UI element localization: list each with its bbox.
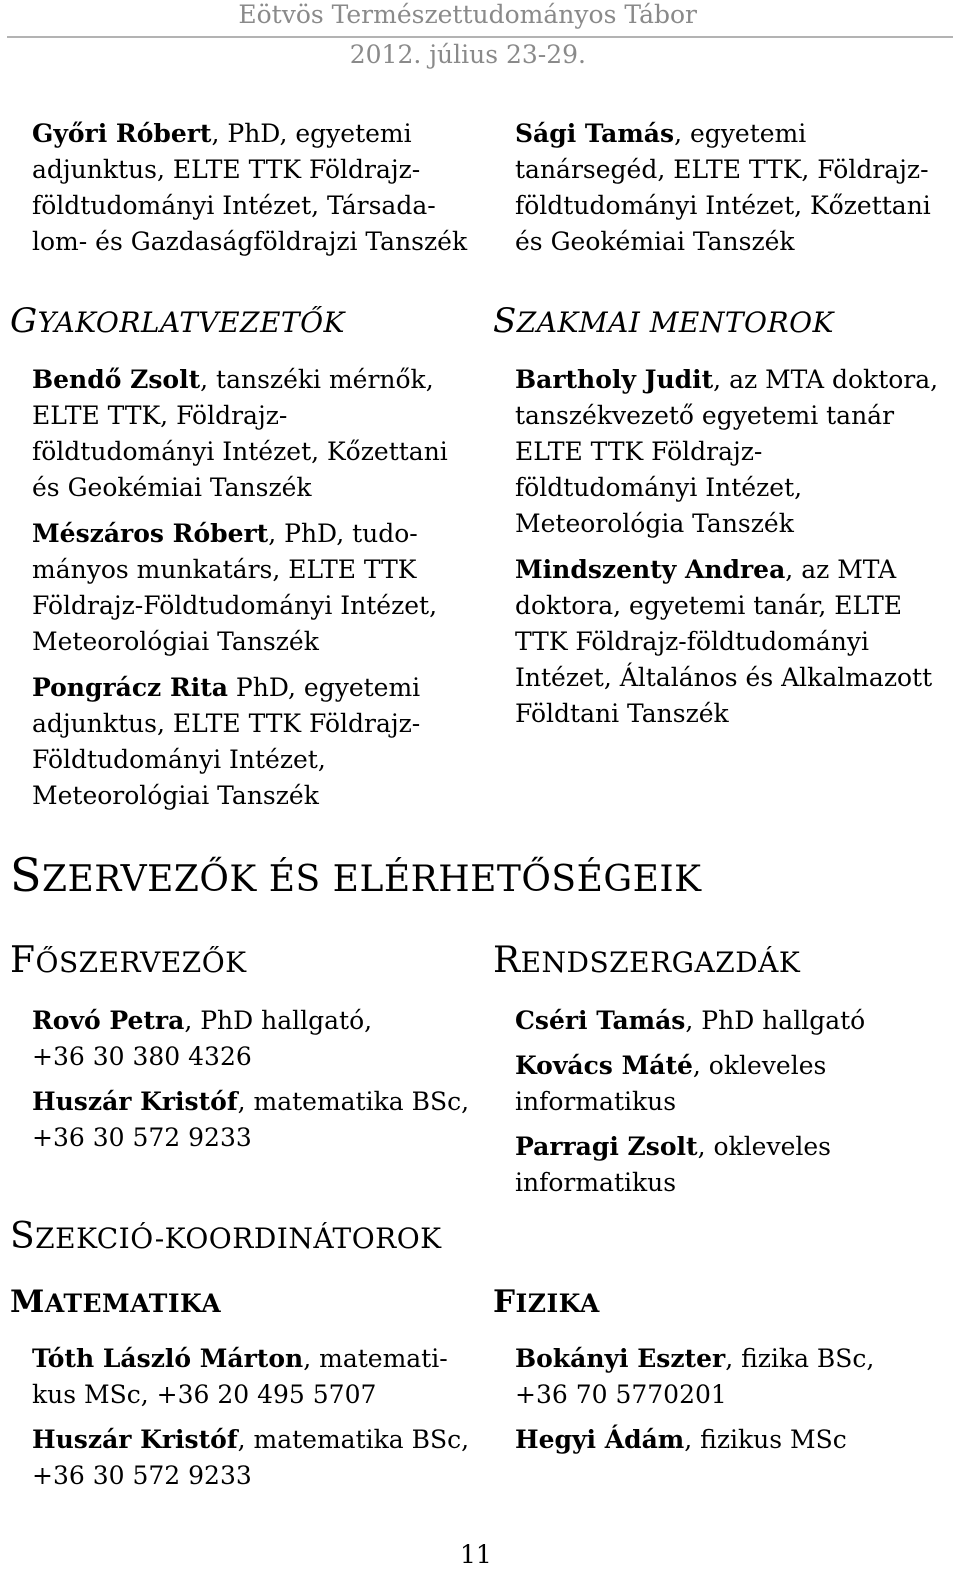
entry-rovo-petra: Rovó Petra, PhD hallgató, +36 30 380 4326 <box>32 1006 373 1071</box>
entry-cseri-tamas: Cséri Tamás, PhD hallgató <box>515 1006 866 1035</box>
heading-szekcio-koordinatorok: SZEKCIÓ-KOORDINÁTOROK <box>10 1216 442 1257</box>
person-name: Kovács Máté <box>515 1051 693 1080</box>
person-name: Bokányi Eszter <box>515 1344 726 1373</box>
entry-parragi-zsolt: Parragi Zsolt, okleveles informatikus <box>515 1132 832 1197</box>
entry-pongracz-rita: Pongrácz Rita PhD, egyetemi adjunktus, ELTE TTK Földrajz- Földtudományi Intézet, Meteorológiai Tanszék <box>32 673 421 810</box>
heading-matematika: MATEMATIKA <box>10 1284 222 1320</box>
entry-hegyi-adam: Hegyi Ádám, fizikus MSc <box>515 1425 847 1454</box>
entry-kovacs-mate: Kovács Máté, okleveles informatikus <box>515 1051 827 1116</box>
heading-fizika: FIZIKA <box>493 1284 600 1320</box>
entry-huszar-kristof-2: Huszár Kristóf, matematika BSc, +36 30 572 9233 <box>32 1425 470 1490</box>
entry-mindszenty-andrea: Mindszenty Andrea, az MTA doktora, egyetemi tanár, ELTE TTK Földrajz-földtudományi Intézet, Általános és Alkalmazott Földtani Tanszék <box>515 555 933 728</box>
entry-gyori-robert: Győri Róbert, PhD, egyetemi adjunktus, ELTE TTK Földrajz- földtudományi Intézet, Társada- lom- és Gazdaságföldrajzi Tanszék <box>32 119 468 256</box>
running-header-date: 2012. július 23-29. <box>349 40 586 69</box>
person-name: Rovó Petra <box>32 1006 185 1035</box>
entry-bokanyi-eszter: Bokányi Eszter, fizika BSc, +36 70 5770201 <box>515 1344 875 1409</box>
person-name: Mindszenty Andrea <box>515 555 786 584</box>
entry-meszaros-robert: Mészáros Róbert, PhD, tudo- mányos munkatárs, ELTE TTK Földrajz-Földtudományi Intézet, Meteorológiai Tanszék <box>32 519 438 656</box>
entry-sagi-tamas: Sági Tamás, egyetemi tanársegéd, ELTE TTK, Földrajz- földtudományi Intézet, Kőzettani és Geokémiai Tanszék <box>515 119 931 256</box>
heading-foszervezok: FŐSZERVEZŐK <box>10 940 247 981</box>
section-heading-szervezok: SZERVEZŐK ÉS ELÉRHETŐSÉGEIK <box>10 848 702 902</box>
heading-szakmai-mentorok: SZAKMAI MENTOROK <box>493 301 834 341</box>
person-name: Mészáros Róbert <box>32 519 269 548</box>
entry-bartholy-judit: Bartholy Judit, az MTA doktora, tanszékvezető egyetemi tanár ELTE TTK Földrajz- földtudományi Intézet, Meteorológia Tanszék <box>515 365 939 538</box>
person-name: Tóth László Márton <box>32 1344 304 1373</box>
person-name: Pongrácz Rita <box>32 673 228 702</box>
person-name: Hegyi Ádám <box>515 1425 685 1454</box>
person-name: Cséri Tamás <box>515 1006 686 1035</box>
entry-huszar-kristof-1: Huszár Kristóf, matematika BSc, +36 30 572 9233 <box>32 1087 470 1152</box>
person-name: Győri Róbert <box>32 119 212 148</box>
running-header-title: Eötvös Természettudományos Tábor <box>238 0 697 29</box>
person-name: Bendő Zsolt <box>32 365 201 394</box>
heading-gyakorlatvezetok: GYAKORLATVEZETŐK <box>10 301 345 341</box>
heading-rendszergazdak: RENDSZERGAZDÁK <box>493 940 801 981</box>
entry-bendo-zsolt: Bendő Zsolt, tanszéki mérnők, ELTE TTK, Földrajz- földtudományi Intézet, Kőzettani és Geokémiai Tanszék <box>32 365 448 502</box>
entry-toth-laszlo-marton: Tóth László Márton, matemati- kus MSc, +36 20 495 5707 <box>32 1344 448 1409</box>
person-name: Bartholy Judit <box>515 365 714 394</box>
person-name: Huszár Kristóf <box>32 1425 238 1454</box>
page-number: 11 <box>460 1540 492 1569</box>
header-rule <box>7 36 953 38</box>
person-name: Parragi Zsolt <box>515 1132 698 1161</box>
person-name: Huszár Kristóf <box>32 1087 238 1116</box>
person-name: Sági Tamás <box>515 119 675 148</box>
